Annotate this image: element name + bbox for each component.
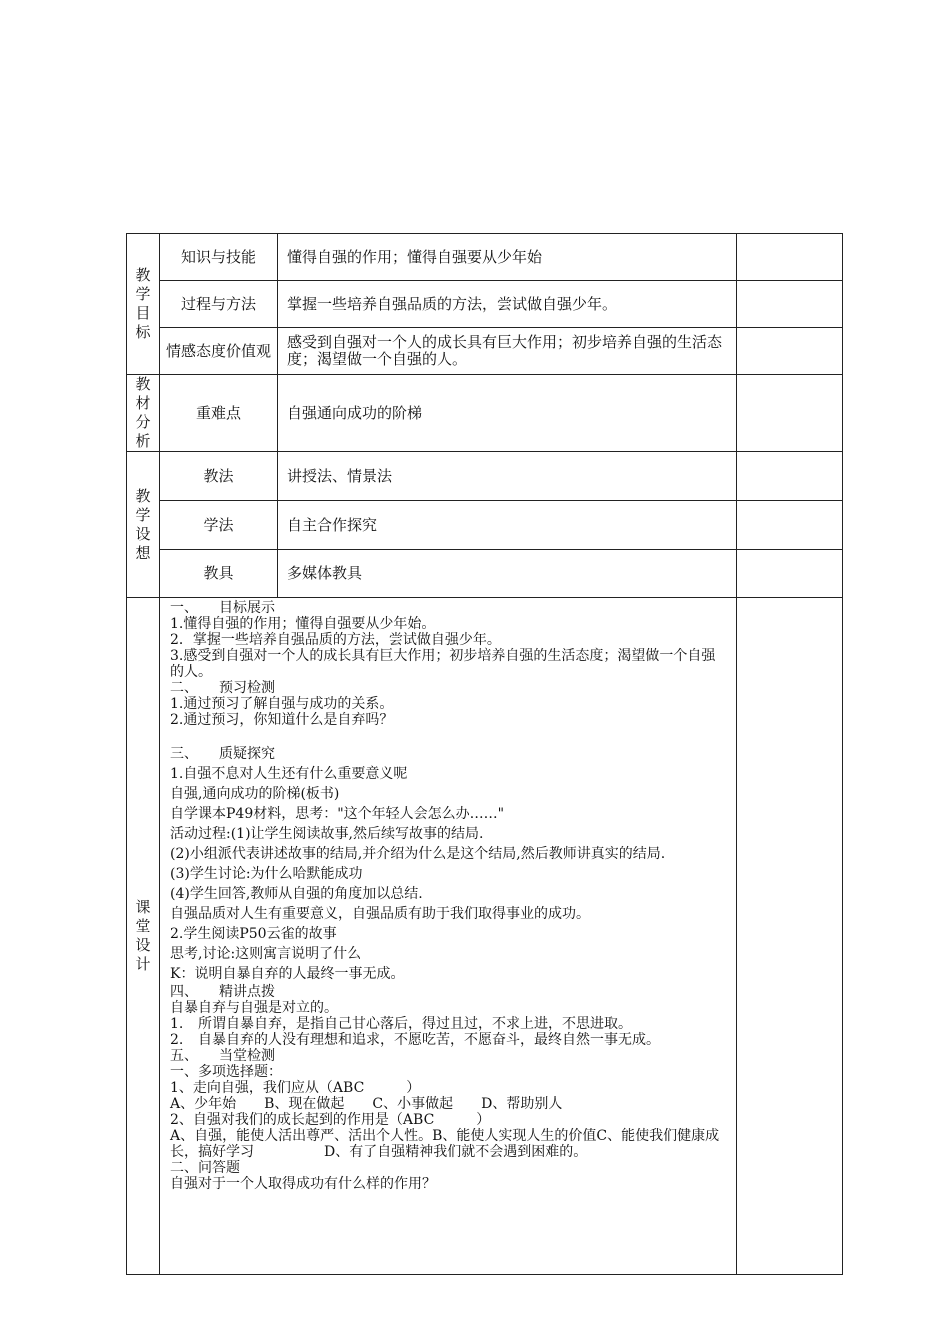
remark-cell bbox=[737, 281, 843, 328]
row-label: 过程与方法 bbox=[160, 281, 278, 328]
text-line: 2.通过预习，你知道什么是自弃吗？ bbox=[170, 712, 394, 728]
remark-cell bbox=[737, 501, 843, 550]
text-line: 自强品质对人生有重要意义，自强品质有助于我们取得事业的成功。 bbox=[170, 906, 590, 922]
row-value: 懂得自强的作用；懂得自强要从少年始 bbox=[278, 234, 737, 281]
text-line: 思考,讨论:这则寓言说明了什么 bbox=[170, 946, 362, 962]
text-line: (3)学生讨论:为什么哈默能成功 bbox=[170, 866, 363, 882]
text-line: 1.自强不息对人生还有什么重要意义呢 bbox=[170, 766, 408, 782]
category-cell bbox=[127, 234, 160, 375]
numbered-item bbox=[170, 1016, 726, 1032]
lesson-plan-table bbox=[126, 233, 843, 1275]
category-cell bbox=[127, 452, 160, 598]
text-line: 自学课本P49材料，思考："这个年轻人会怎么办……" bbox=[170, 806, 505, 822]
row-value: 感受到自强对一个人的成长具有巨大作用；初步培养自强的生活态度；渴望做一个自强的人。 bbox=[278, 328, 737, 375]
section-heading: 三、 质疑探究 bbox=[170, 746, 275, 762]
item-number: 1. bbox=[170, 1016, 184, 1032]
text-line: (2)小组派代表讲述故事的结局,并介绍为什么是这个结局,然后教师讲真实的结局. bbox=[170, 846, 666, 862]
category-cell bbox=[127, 375, 160, 452]
section-heading: 二、 预习检测 bbox=[170, 680, 275, 696]
row-label: 教法 bbox=[160, 452, 278, 501]
row-label: 重难点 bbox=[160, 375, 278, 452]
item-text: 所谓自暴自弃，是指自己甘心落后，得过且过，不求上进，不思进取。 bbox=[198, 1016, 632, 1032]
remark-cell bbox=[737, 598, 843, 1275]
row-value: 自强通向成功的阶梯 bbox=[278, 375, 737, 452]
row-label: 学法 bbox=[160, 501, 278, 550]
text-line: K：说明自暴自弃的人最终一事无成。 bbox=[170, 966, 405, 982]
section-heading: 一、 目标展示 bbox=[170, 600, 275, 616]
row-label: 情感态度价值观 bbox=[160, 328, 278, 375]
category-label: 教学设想 bbox=[135, 486, 151, 562]
remark-cell bbox=[737, 234, 843, 281]
text-line: 2、自强对我们的成长起到的作用是（ABC ） bbox=[170, 1112, 491, 1128]
row-value: 自主合作探究 bbox=[278, 501, 737, 550]
text-line: (4)学生回答,教师从自强的角度加以总结. bbox=[170, 886, 423, 902]
spacer bbox=[170, 728, 726, 744]
text-line: 3.感受到自强对一个人的成长具有巨大作用；初步培养自强的生活态度；渴望做一个自强的人。 bbox=[170, 648, 716, 680]
lesson-content bbox=[160, 598, 737, 1275]
remark-cell bbox=[737, 452, 843, 501]
text-line: A、自强，能使人活出尊严、活出个人性。B、能使人实现人生的价值C、能使我们健康成长，搞好学习 D、有了自强精神我们就不会遇到困难的。 bbox=[170, 1128, 720, 1160]
section-heading: 四、 精讲点拨 bbox=[170, 984, 275, 1000]
category-cell bbox=[127, 598, 160, 1275]
row-value: 多媒体教具 bbox=[278, 550, 737, 598]
section-heading: 五、 当堂检测 bbox=[170, 1048, 275, 1064]
category-label: 课堂设计 bbox=[135, 898, 151, 973]
text-line: 1.懂得自强的作用；懂得自强要从少年始。 bbox=[170, 616, 436, 632]
text-line: 2．掌握一些培养自强品质的方法，尝试做自强少年。 bbox=[170, 632, 501, 648]
text-line: 活动过程:(1)让学生阅读故事,然后续写故事的结局. bbox=[170, 826, 484, 842]
text-line: A、少年始 B、现在做起 C、小事做起 D、帮助别人 bbox=[170, 1096, 563, 1112]
text-line: 自强,通向成功的阶梯(板书) bbox=[170, 786, 340, 802]
remark-cell bbox=[737, 550, 843, 598]
row-value: 掌握一些培养自强品质的方法，尝试做自强少年。 bbox=[278, 281, 737, 328]
row-value: 讲授法、情景法 bbox=[278, 452, 737, 501]
text-line: 二、问答题 bbox=[170, 1160, 240, 1176]
row-label: 知识与技能 bbox=[160, 234, 278, 281]
text-line: 一、多项选择题： bbox=[170, 1064, 282, 1080]
category-label: 教学目标 bbox=[135, 266, 151, 341]
text-line: 2.学生阅读P50云雀的故事 bbox=[170, 926, 337, 942]
text-line: 自暴自弃与自强是对立的。 bbox=[170, 1000, 338, 1016]
row-label: 教具 bbox=[160, 550, 278, 598]
item-text: 自暴自弃的人没有理想和追求，不愿吃苦，不愿奋斗，最终自然一事无成。 bbox=[198, 1032, 660, 1048]
text-line: 1、走向自强，我们应从（ABC ） bbox=[170, 1080, 421, 1096]
category-label: 教材分析 bbox=[135, 375, 151, 450]
numbered-item bbox=[170, 1032, 726, 1048]
text-line: 1.通过预习了解自强与成功的关系。 bbox=[170, 696, 394, 712]
item-number: 2. bbox=[170, 1032, 184, 1048]
remark-cell bbox=[737, 328, 843, 375]
text-line: 自强对于一个人取得成功有什么样的作用？ bbox=[170, 1176, 436, 1192]
remark-cell bbox=[737, 375, 843, 452]
